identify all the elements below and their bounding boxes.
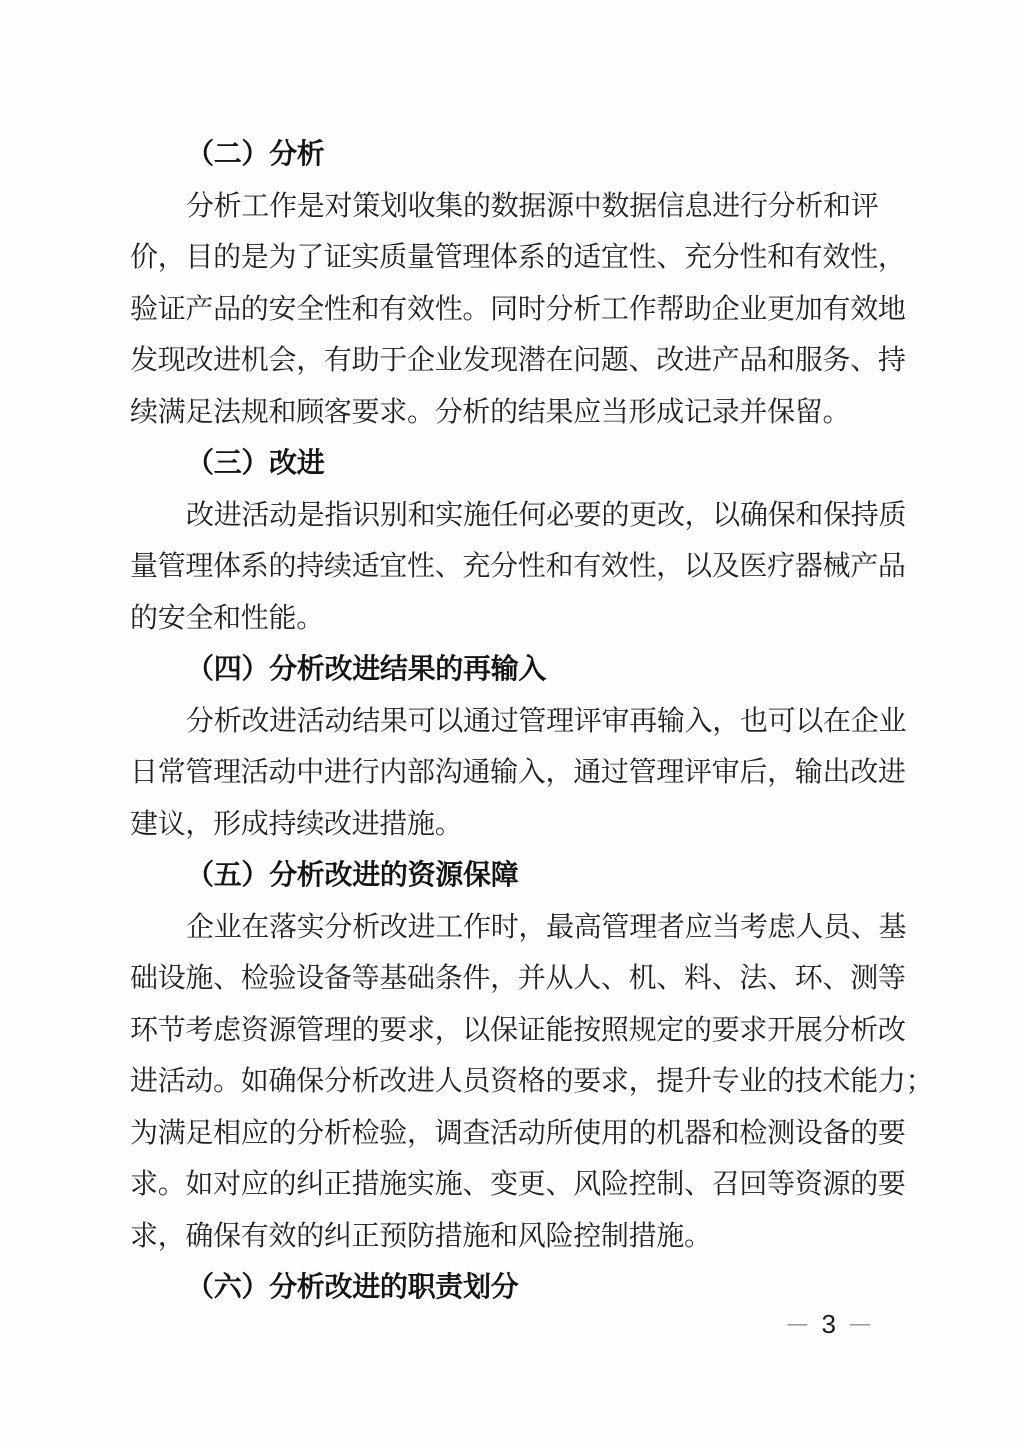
- text-line: 础设施、检验设备等基础条件，并从人、机、料、法、环、测等: [130, 963, 906, 994]
- text-line: 求。如对应的纠正措施实施、变更、风险控制、召回等资源的要: [130, 1169, 906, 1200]
- text-line: 为满足相应的分析检验，调查活动所使用的机器和检测设备的要: [130, 1117, 906, 1149]
- text-line: 验证产品的安全性和有效性。同时分析工作帮助企业更加有效地: [130, 293, 906, 325]
- text-line: 量管理体系的持续适宜性、充分性和有效性，以及医疗器械产品: [130, 551, 906, 582]
- section-heading: （四）分析改进结果的再输入: [186, 654, 547, 685]
- section-heading: （五）分析改进的资源保障: [186, 860, 519, 891]
- text-line: 分析工作是对策划收集的数据源中数据信息进行分析和评: [186, 190, 879, 222]
- section-heading: （三）改进: [186, 448, 325, 479]
- text-line: 进活动。如确保分析改进人员资格的要求，提升专业的技术能力；: [130, 1066, 934, 1097]
- text-line: 日常管理活动中进行内部沟通输入，通过管理评审后，输出改进: [130, 757, 906, 788]
- text-line: 分析改进活动结果可以通过管理评审再输入，也可以在企业: [186, 705, 907, 737]
- text-line: 企业在落实分析改进工作时，最高管理者应当考虑人员、基: [186, 911, 907, 943]
- section-heading: （二）分析: [186, 139, 325, 170]
- text-line: 续满足法规和顾客要求。分析的结果应当形成记录并保留。: [130, 396, 851, 428]
- text-line: 建议，形成持续改进措施。: [130, 808, 463, 840]
- text-line: 发现改进机会，有助于企业发现潜在问题、改进产品和服务、持: [130, 345, 906, 376]
- text-line: 价，目的是为了证实质量管理体系的适宜性、充分性和有效性，: [130, 242, 906, 273]
- page-number-dash-right: —: [850, 1313, 870, 1335]
- page-number-dash-left: —: [787, 1313, 808, 1335]
- text-line: 改进活动是指识别和实施任何必要的更改，以确保和保持质: [186, 499, 907, 531]
- text-line: 环节考虑资源管理的要求，以保证能按照规定的要求开展分析改: [130, 1014, 906, 1046]
- page-number: [788, 1310, 870, 1338]
- document-content: [130, 129, 934, 1314]
- text-line: 的安全和性能。: [130, 602, 324, 634]
- page-number-value: 3: [821, 1309, 836, 1339]
- section-heading: （六）分析改进的职责划分: [186, 1272, 519, 1303]
- text-line: 求，确保有效的纠正预防措施和风险控制措施。: [130, 1220, 712, 1252]
